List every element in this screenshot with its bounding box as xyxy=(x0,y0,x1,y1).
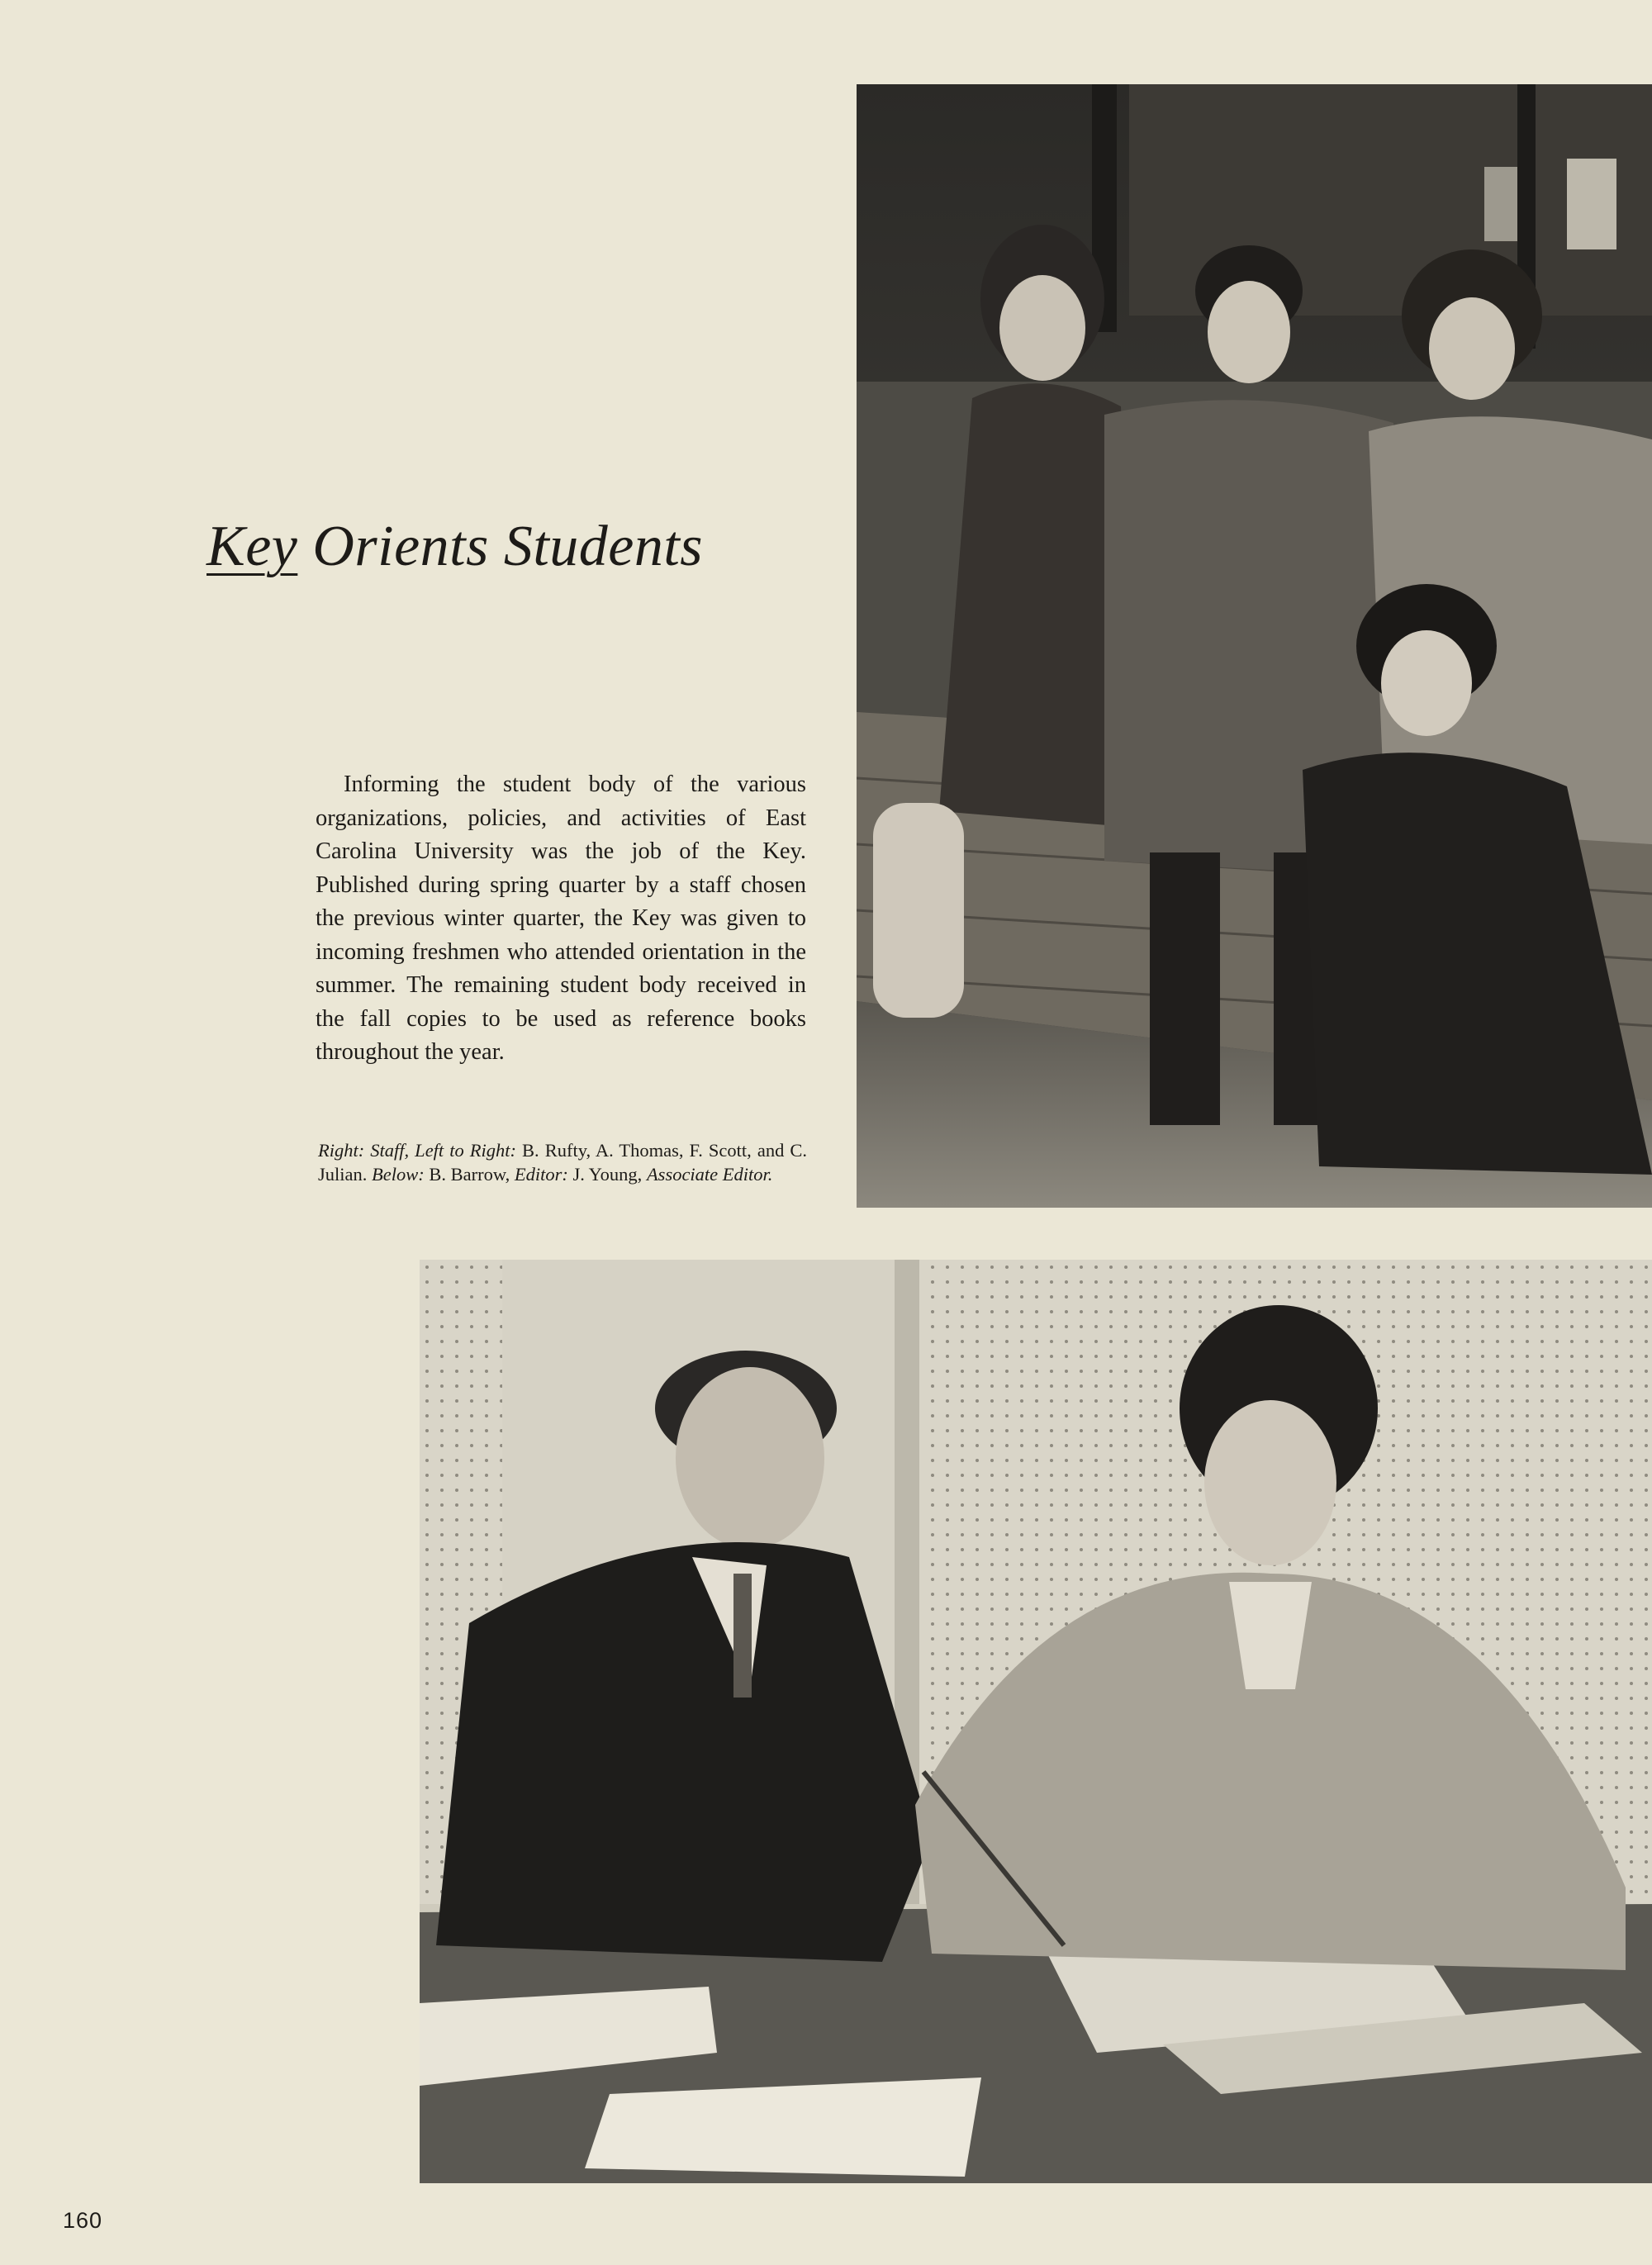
staff-photo xyxy=(857,84,1652,1208)
caption-below-label: Below: xyxy=(372,1164,425,1185)
caption-staff-names: B. Rufty, A. Thomas, F. Scott, and C. Julian. xyxy=(318,1140,807,1185)
editors-photo xyxy=(420,1260,1652,2183)
title-key-word: Key xyxy=(206,515,298,578)
caption-associate-label: Associate Editor. xyxy=(646,1164,773,1185)
title-rest: Orients Students xyxy=(297,515,704,578)
caption-right-label: Right: Staff, Left to Right: xyxy=(318,1140,516,1161)
staff-photo-image xyxy=(857,84,1652,1208)
page-number: 160 xyxy=(63,2208,103,2233)
editors-photo-image xyxy=(420,1260,1652,2183)
photo-caption xyxy=(318,1138,807,1186)
caption-editor-name: B. Barrow, xyxy=(424,1164,515,1185)
caption-editor-label: Editor: xyxy=(514,1164,568,1185)
article-body: Informing the student body of the various organizations, policies, and activities of East Carolina University was the job of the Key. Published during spring quarter by a staff chosen the previous winter quarter, the Key was given to incoming freshmen who attended orientation in the summer. The remaining student body received in the fall copies to be used as reference books throughout the year. xyxy=(316,772,806,1065)
caption-associate-name: J. Young, xyxy=(567,1164,647,1185)
page-title xyxy=(206,514,703,580)
